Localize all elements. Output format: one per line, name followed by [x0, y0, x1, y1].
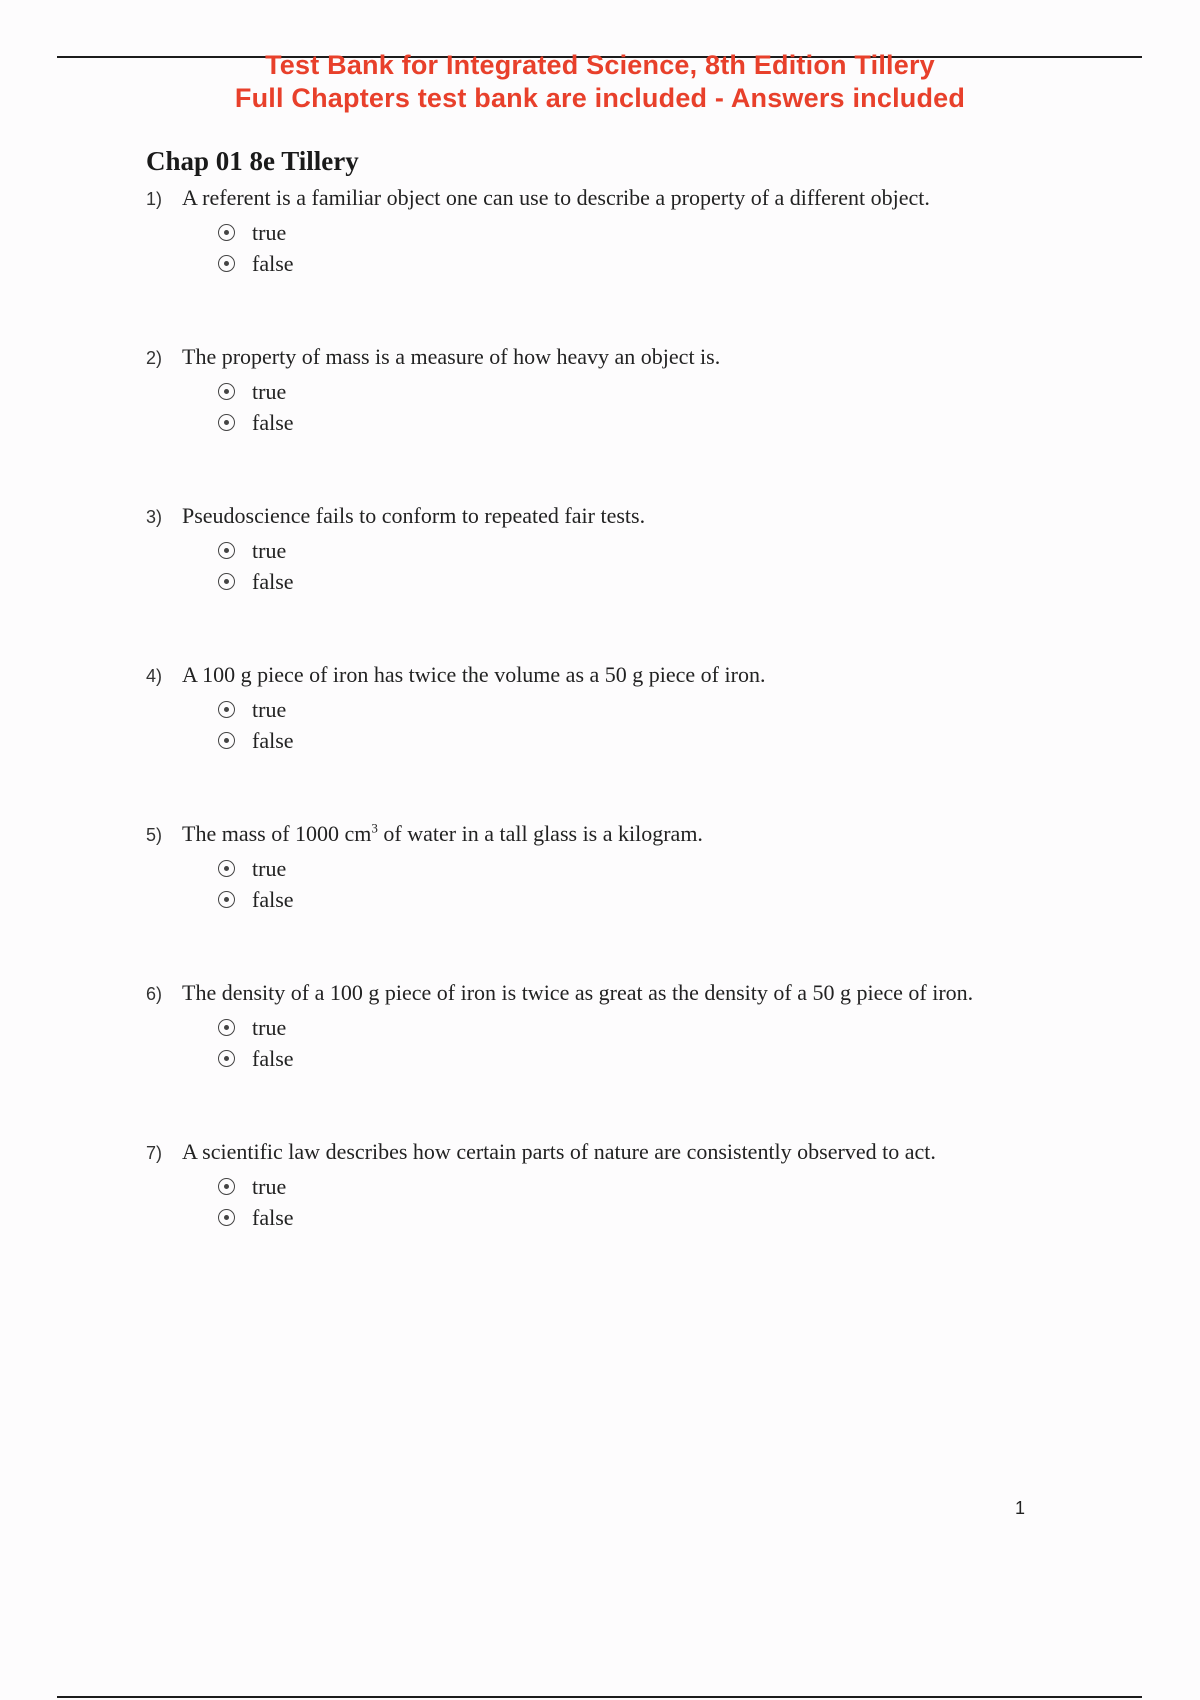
option-label: true [252, 1014, 287, 1040]
option-label: false [252, 568, 294, 594]
option-false[interactable] [218, 725, 1146, 756]
radio-icon[interactable] [218, 701, 235, 718]
radio-icon[interactable] [218, 255, 235, 272]
option-label: false [252, 409, 294, 435]
question-number: 5) [146, 825, 163, 845]
question-text: The density of a 100 g piece of iron is twice as great as the density of a 50 g piece of iron. [182, 980, 974, 1005]
question-7 [146, 1138, 1146, 1233]
radio-icon[interactable] [218, 542, 235, 559]
radio-icon[interactable] [218, 732, 235, 749]
option-label: false [252, 250, 294, 276]
option-label: true [252, 537, 287, 563]
option-label: false [252, 727, 294, 753]
radio-icon[interactable] [218, 383, 235, 400]
radio-icon[interactable] [218, 414, 235, 431]
option-true[interactable] [218, 694, 1146, 725]
question-text: A scientific law describes how certain parts of nature are consistently observed to act. [182, 1139, 936, 1164]
option-false[interactable] [218, 1202, 1146, 1233]
option-false[interactable] [218, 884, 1146, 915]
question-number: 7) [146, 1143, 163, 1163]
option-label: false [252, 886, 294, 912]
question-text: The property of mass is a measure of how heavy an object is. [182, 344, 721, 369]
radio-icon[interactable] [218, 1050, 235, 1067]
question-number: 1) [146, 189, 163, 209]
option-true[interactable] [218, 535, 1146, 566]
option-true[interactable] [218, 853, 1146, 884]
radio-icon[interactable] [218, 891, 235, 908]
question-text: A referent is a familiar object one can use to describe a property of a different object. [182, 185, 930, 210]
option-label: true [252, 696, 287, 722]
option-false[interactable] [218, 248, 1146, 279]
option-label: false [252, 1204, 294, 1230]
option-label: true [252, 219, 287, 245]
option-false[interactable] [218, 566, 1146, 597]
question-text: A 100 g piece of iron has twice the volume as a 50 g piece of iron. [182, 662, 766, 687]
superscript: 3 [371, 820, 378, 836]
question-5 [146, 820, 1146, 915]
question-1 [146, 184, 1146, 279]
question-2 [146, 343, 1146, 438]
option-label: false [252, 1045, 294, 1071]
option-true[interactable] [218, 376, 1146, 407]
option-label: true [252, 1173, 287, 1199]
page-number: 1 [1015, 1498, 1026, 1518]
option-label: true [252, 378, 287, 404]
question-number: 4) [146, 666, 163, 686]
chapter-title: Chap 01 8e Tillery [146, 146, 359, 176]
radio-icon[interactable] [218, 860, 235, 877]
option-true[interactable] [218, 217, 1146, 248]
question-number: 2) [146, 348, 163, 368]
radio-icon[interactable] [218, 224, 235, 241]
question-4 [146, 661, 1146, 756]
question-text: Pseudoscience fails to conform to repeated fair tests. [182, 503, 646, 528]
radio-icon[interactable] [218, 1019, 235, 1036]
footer-rule [57, 1696, 1142, 1698]
option-label: true [252, 855, 287, 881]
radio-icon[interactable] [218, 573, 235, 590]
question-3 [146, 502, 1146, 597]
option-true[interactable] [218, 1012, 1146, 1043]
question-6 [146, 979, 1146, 1074]
header-title-line1: Test Bank for Integrated Science, 8th Edition Tillery [265, 50, 935, 80]
radio-icon[interactable] [218, 1178, 235, 1195]
question-text: The mass of 1000 $cm^3$ of water in a tall glass is a kilogram. [182, 820, 703, 846]
option-true[interactable] [218, 1171, 1146, 1202]
option-false[interactable] [218, 1043, 1146, 1074]
option-false[interactable] [218, 407, 1146, 438]
question-number: 3) [146, 507, 163, 527]
question-number: 6) [146, 984, 163, 1004]
radio-icon[interactable] [218, 1209, 235, 1226]
header-title-line2: Full Chapters test bank are included - Answers included [234, 83, 966, 113]
